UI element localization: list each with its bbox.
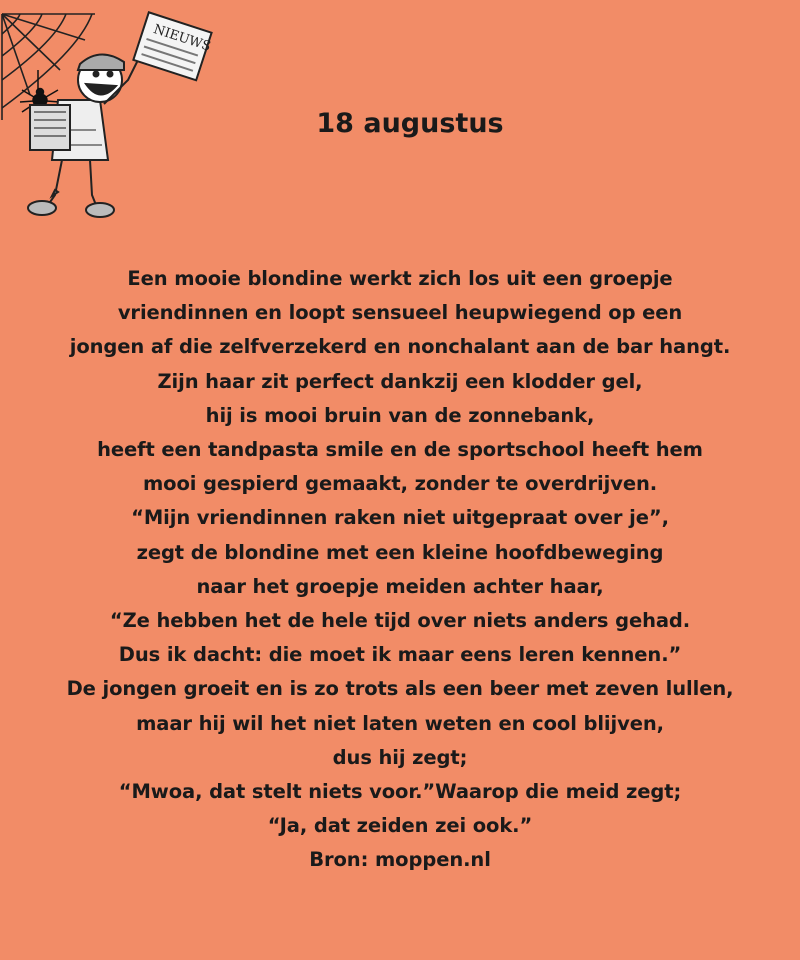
- newspaper-boy-illustration: [0, 0, 215, 228]
- newspaper-label: NIEUWS: [151, 22, 213, 55]
- story-line: Dus ik dacht: die moet ik maar eens leren kennen.”: [118, 643, 682, 667]
- story-line: “Ze hebben het de hele tijd over niets anders gehad.: [109, 609, 691, 633]
- story-line: naar het groepje meiden achter haar,: [196, 574, 604, 598]
- story-line: dus hij zegt;: [332, 745, 468, 769]
- story-line: maar hij wil het niet laten weten en cool blijven,: [136, 711, 664, 735]
- story-line: hij is mooi bruin van de zonnebank,: [205, 403, 595, 427]
- story-line: zegt de blondine met een kleine hoofdbeweging: [136, 540, 664, 564]
- header: [0, 0, 800, 238]
- story-line: heeft een tandpasta smile en de sportschool heeft hem: [97, 438, 703, 462]
- story-line: jongen af die zelfverzekerd en nonchalant aan de bar hangt.: [69, 335, 731, 359]
- joke-text: [0, 262, 800, 878]
- story-line: mooi gespierd gemaakt, zonder te overdrijven.: [142, 472, 658, 496]
- story-line: Een mooie blondine werkt zich los uit een groepje: [127, 267, 673, 290]
- story-line: Zijn haar zit perfect dankzij een klodder gel,: [157, 369, 643, 393]
- story-line: “Mijn vriendinnen raken niet uitgepraat over je”,: [131, 506, 669, 530]
- story-line: “Mwoa, dat stelt niets voor.”Waarop die meid zegt;: [118, 780, 682, 804]
- source-line: Bron: moppen.nl: [309, 848, 491, 872]
- page-title: 18 augustus: [316, 108, 504, 139]
- story-line: vriendinnen en loopt sensueel heupwiegend op een: [117, 301, 683, 325]
- story-line: “Ja, dat zeiden zei ook.”: [267, 814, 533, 838]
- story-line: De jongen groeit en is zo trots als een beer met zeven lullen,: [66, 677, 734, 701]
